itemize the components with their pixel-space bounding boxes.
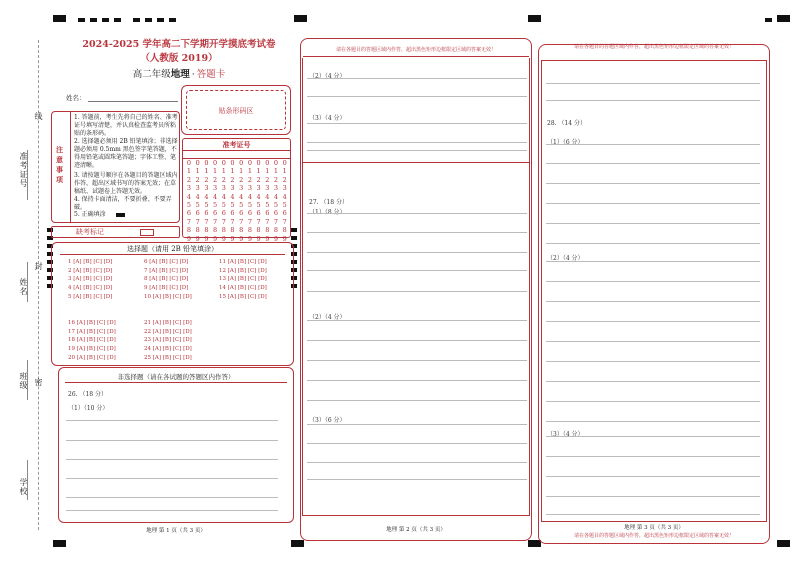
answer-line[interactable] bbox=[546, 514, 760, 515]
exam-number-digit[interactable]: 9 bbox=[204, 234, 209, 243]
nonchoice-title-line bbox=[65, 382, 287, 383]
answer-line[interactable] bbox=[546, 361, 760, 362]
choice-question-row[interactable]: 6 [A] [B] [C] [D] bbox=[144, 259, 189, 265]
exam-number-digit[interactable]: 3 bbox=[273, 184, 279, 193]
exam-number-digit[interactable]: 3 bbox=[221, 184, 226, 193]
answer-line[interactable] bbox=[546, 281, 760, 282]
choice-question-row[interactable]: 22 [A] [B] [C] [D] bbox=[144, 328, 192, 335]
exam-number-digit[interactable]: 5 bbox=[186, 201, 192, 210]
answer-line[interactable] bbox=[546, 163, 760, 164]
position-mark bbox=[53, 540, 66, 547]
exam-number-digit[interactable]: 0 bbox=[195, 159, 200, 167]
answer-line[interactable] bbox=[66, 459, 278, 460]
answer-line[interactable] bbox=[546, 456, 760, 457]
absent-marker-box bbox=[51, 226, 180, 238]
answer-line[interactable] bbox=[307, 252, 527, 253]
exam-number-digit[interactable]: 3 bbox=[247, 184, 252, 193]
choice-question-row[interactable]: 19 [A] [B] [C] [D] bbox=[68, 346, 116, 353]
exam-number-digit[interactable]: 1 bbox=[239, 167, 244, 176]
correct-fill-sample bbox=[116, 213, 125, 217]
exam-number-digit[interactable]: 9 bbox=[247, 234, 252, 243]
exam-number-digit[interactable]: 2 bbox=[247, 175, 252, 184]
binding-label-line: 线 bbox=[34, 112, 43, 121]
exam-number-digit[interactable]: 4 bbox=[221, 192, 226, 201]
exam-number-digit[interactable]: 6 bbox=[230, 209, 235, 218]
exam-number-digit[interactable]: 7 bbox=[221, 217, 226, 226]
question-28-1-label: （1）（6 分） bbox=[547, 139, 584, 146]
question-28-3-label: （3）（4 分） bbox=[547, 431, 584, 438]
exam-number-digit[interactable]: 3 bbox=[186, 184, 192, 193]
answer-line[interactable] bbox=[546, 223, 760, 224]
question-28-label: 28. （14 分） bbox=[547, 120, 586, 127]
question-28-2-label: （2）（4 分） bbox=[547, 255, 584, 262]
exam-number-digit[interactable]: 0 bbox=[239, 159, 244, 167]
answer-line[interactable] bbox=[307, 380, 527, 381]
exam-number-digit[interactable]: 9 bbox=[195, 234, 200, 243]
answer-line[interactable] bbox=[307, 123, 527, 124]
exam-number-digit[interactable]: 2 bbox=[273, 175, 279, 184]
position-mark bbox=[102, 18, 109, 22]
exam-number-digit[interactable]: 9 bbox=[239, 234, 244, 243]
exam-number-digit[interactable]: 6 bbox=[221, 209, 226, 218]
margin-exam-no-label: 准考证号 bbox=[19, 152, 28, 188]
card-title bbox=[62, 66, 296, 80]
exam-number-digit[interactable]: 2 bbox=[221, 175, 226, 184]
question-26-label: 26. （18 分） bbox=[68, 391, 107, 398]
exam-title: 2024-2025 学年高二下学期开学摸底考试卷 bbox=[82, 39, 276, 50]
question-27-1-label: （1）（8 分） bbox=[309, 209, 346, 216]
page-3-footer: 地理 第 3 页（共 3 页） bbox=[624, 525, 684, 531]
exam-number-digit[interactable]: 5 bbox=[213, 201, 218, 210]
exam-number-column[interactable] bbox=[272, 159, 280, 243]
margin-name-underline bbox=[27, 262, 28, 302]
page-2-notice-line bbox=[303, 56, 529, 57]
exam-number-digit[interactable]: 8 bbox=[213, 226, 218, 235]
choice-question-row[interactable]: 17 [A] [B] [C] [D] bbox=[68, 328, 116, 335]
exam-number-digit[interactable]: 1 bbox=[265, 167, 270, 176]
answer-line[interactable] bbox=[546, 83, 760, 84]
exam-number-digit[interactable]: 7 bbox=[195, 217, 200, 226]
exam-number-digit[interactable]: 9 bbox=[282, 234, 287, 243]
exam-number-digit[interactable]: 8 bbox=[256, 226, 261, 235]
exam-number-digit[interactable]: 6 bbox=[273, 209, 279, 218]
exam-number-digit[interactable]: 5 bbox=[256, 201, 261, 210]
side-mark bbox=[291, 228, 297, 232]
exam-number-digit[interactable]: 6 bbox=[186, 209, 192, 218]
exam-number-digit[interactable]: 6 bbox=[239, 209, 244, 218]
answer-line[interactable] bbox=[307, 213, 527, 214]
choice-question-row[interactable]: 3 [A] [B] [C] [D] bbox=[68, 276, 113, 283]
exam-number-digit[interactable]: 3 bbox=[239, 184, 244, 193]
exam-number-digit[interactable]: 7 bbox=[230, 217, 235, 226]
choice-question-row[interactable]: 24 [A] [B] [C] [D] bbox=[144, 346, 192, 353]
exam-number-digit[interactable]: 1 bbox=[221, 167, 226, 176]
answer-line[interactable] bbox=[307, 320, 527, 321]
exam-number-digit[interactable]: 4 bbox=[247, 192, 252, 201]
side-mark bbox=[291, 236, 297, 240]
question-26-3-label: （3）（4 分） bbox=[309, 115, 346, 122]
exam-number-digit[interactable]: 9 bbox=[221, 234, 226, 243]
exam-number-digit[interactable]: 1 bbox=[273, 167, 279, 176]
choice-question-row[interactable]: 15 [A] [B] [C] [D] bbox=[219, 293, 267, 300]
exam-number-column[interactable] bbox=[246, 159, 254, 243]
exam-number-digit[interactable]: 1 bbox=[213, 167, 218, 176]
absent-marker-label: 缺考标记 bbox=[76, 228, 104, 236]
card-title-dot: · bbox=[191, 69, 195, 80]
exam-number-digit[interactable]: 3 bbox=[230, 184, 235, 193]
choice-question-row[interactable]: 10 [A] [B] [C] [D] bbox=[144, 293, 192, 300]
position-mark bbox=[90, 18, 97, 22]
exam-number-digit[interactable]: 7 bbox=[282, 217, 287, 226]
margin-school-label: 学校 bbox=[19, 478, 28, 496]
exam-number-digit[interactable]: 9 bbox=[265, 234, 270, 243]
answer-line[interactable] bbox=[66, 420, 278, 421]
exam-number-write-row[interactable] bbox=[182, 150, 291, 159]
exam-number-digit[interactable]: 5 bbox=[273, 201, 279, 210]
answer-line[interactable] bbox=[546, 436, 760, 437]
page-2-footer: 地理 第 2 页（共 3 页） bbox=[386, 527, 446, 533]
exam-number-column[interactable] bbox=[237, 159, 245, 243]
answer-line[interactable] bbox=[307, 291, 527, 292]
exam-number-digit[interactable]: 5 bbox=[204, 201, 209, 210]
exam-number-digit[interactable]: 9 bbox=[256, 234, 261, 243]
answer-line[interactable] bbox=[546, 401, 760, 402]
position-mark bbox=[157, 18, 164, 22]
choice-question-row[interactable]: 12 [A] [B] [C] [D] bbox=[219, 267, 267, 274]
question-26-2-label: （2）（4 分） bbox=[309, 73, 346, 80]
position-mark bbox=[145, 18, 152, 22]
exam-number-digit[interactable]: 6 bbox=[213, 209, 218, 218]
exam-number-digit[interactable]: 2 bbox=[213, 175, 218, 184]
exam-number-digit[interactable]: 6 bbox=[265, 209, 270, 218]
exam-number-digit[interactable]: 4 bbox=[265, 192, 270, 201]
choice-question-row[interactable]: 16 [A] [B] [C] [D] bbox=[68, 320, 116, 326]
exam-edition: （人教版 2019） bbox=[140, 53, 218, 64]
choice-question-row[interactable]: 25 [A] [B] [C] [D] bbox=[144, 354, 192, 361]
exam-number-digit[interactable]: 1 bbox=[282, 167, 287, 176]
exam-number-column[interactable] bbox=[202, 159, 210, 243]
exam-number-column[interactable] bbox=[185, 159, 193, 243]
answer-line[interactable] bbox=[307, 462, 527, 463]
answer-line[interactable] bbox=[307, 78, 527, 79]
exam-number-digit[interactable]: 4 bbox=[195, 192, 200, 201]
exam-number-digit[interactable]: 6 bbox=[247, 209, 252, 218]
exam-number-digit[interactable]: 4 bbox=[204, 192, 209, 201]
choice-question-row[interactable]: 1 [A] [B] [C] [D] bbox=[68, 259, 113, 265]
margin-class-underline bbox=[27, 360, 28, 400]
exam-number-digit[interactable]: 4 bbox=[186, 192, 192, 201]
notes-divider bbox=[70, 111, 71, 223]
exam-number-digit[interactable]: 5 bbox=[247, 201, 252, 210]
position-mark bbox=[777, 540, 790, 547]
notes-item-2: 2. 选择题必须用 2B 铅笔填涂；非选择题必须用 0.5mm 黑色签字笔答题，不得用铅笔或圆珠笔答题；字体工整、笔迹清晰。 bbox=[74, 138, 178, 169]
answer-line[interactable] bbox=[546, 203, 760, 204]
page-3-notice-bottom: 请在各题目的答题区域内作答，超出黑色矩形边框限定区域的答案无效！ bbox=[573, 533, 734, 539]
answer-line[interactable] bbox=[307, 150, 527, 151]
exam-number-digit[interactable]: 7 bbox=[204, 217, 209, 226]
page-3-notice-top: 请在各题目的答题区域内作答，超出黑色矩形边框限定区域的答案无效！ bbox=[573, 44, 734, 50]
choice-question-row[interactable]: 21 [A] [B] [C] [D] bbox=[144, 320, 192, 326]
answer-line[interactable] bbox=[307, 142, 527, 143]
exam-number-digit[interactable]: 1 bbox=[186, 167, 192, 176]
answer-line[interactable] bbox=[307, 96, 527, 97]
position-mark bbox=[528, 15, 541, 22]
margin-name-label: 姓名 bbox=[19, 278, 28, 296]
answer-line[interactable] bbox=[546, 261, 760, 262]
answer-line[interactable] bbox=[307, 340, 527, 341]
exam-number-digit[interactable]: 8 bbox=[204, 226, 209, 235]
position-mark bbox=[765, 18, 772, 22]
choice-question-row[interactable]: 14 [A] [B] [C] [D] bbox=[219, 285, 267, 292]
exam-number-digit[interactable]: 8 bbox=[247, 226, 252, 235]
page-3-inner-box bbox=[541, 60, 767, 522]
answer-line[interactable] bbox=[307, 360, 527, 361]
exam-number-digit[interactable]: 9 bbox=[230, 234, 235, 243]
exam-number-digit[interactable]: 4 bbox=[213, 192, 218, 201]
exam-number-title: 准考证号 bbox=[222, 140, 251, 149]
exam-number-digit[interactable]: 2 bbox=[282, 175, 287, 184]
exam-number-digit[interactable]: 2 bbox=[265, 175, 270, 184]
exam-number-column[interactable] bbox=[229, 159, 237, 243]
answer-line[interactable] bbox=[307, 479, 527, 480]
exam-number-digit[interactable]: 3 bbox=[265, 184, 270, 193]
answer-line[interactable] bbox=[546, 381, 760, 382]
exam-number-digit[interactable]: 4 bbox=[273, 192, 279, 201]
answer-line[interactable] bbox=[546, 243, 760, 244]
exam-number-digit[interactable]: 6 bbox=[195, 209, 200, 218]
exam-number-column[interactable] bbox=[194, 159, 202, 243]
choice-question-row[interactable]: 18 [A] [B] [C] [D] bbox=[68, 337, 116, 344]
exam-number-digit[interactable]: 3 bbox=[282, 184, 287, 193]
exam-number-digit[interactable]: 5 bbox=[239, 201, 244, 210]
page-1-footer: 地理 第 1 页（共 3 页） bbox=[146, 528, 206, 534]
position-mark bbox=[53, 15, 66, 22]
position-mark bbox=[114, 18, 121, 22]
exam-number-digit[interactable]: 3 bbox=[213, 184, 218, 193]
question-27-label: 27. （18 分） bbox=[309, 199, 348, 206]
position-mark bbox=[78, 18, 85, 22]
exam-number-column[interactable] bbox=[263, 159, 271, 243]
exam-number-digit[interactable]: 8 bbox=[273, 226, 279, 235]
answer-line[interactable] bbox=[66, 478, 278, 479]
name-label: 姓名： bbox=[66, 94, 86, 102]
answer-line[interactable] bbox=[307, 270, 527, 271]
choice-question-row[interactable]: 2 [A] [B] [C] [D] bbox=[68, 267, 113, 274]
nonchoice-title: 非选择题（请在各试题的答题区内作答） bbox=[117, 373, 235, 381]
exam-number-digit[interactable]: 0 bbox=[247, 159, 252, 167]
exam-number-digit[interactable]: 0 bbox=[256, 159, 261, 167]
binding-label-secret: 密 bbox=[34, 378, 43, 387]
exam-number-digit[interactable]: 6 bbox=[282, 209, 287, 218]
exam-number-digit[interactable]: 3 bbox=[256, 184, 261, 193]
exam-number-column[interactable] bbox=[220, 159, 228, 243]
exam-number-column[interactable] bbox=[281, 159, 289, 243]
exam-number-digit[interactable]: 1 bbox=[256, 167, 261, 176]
choice-question-row[interactable]: 5 [A] [B] [C] [D] bbox=[68, 293, 113, 300]
card-title-suffix: 答题卡 bbox=[196, 69, 226, 80]
exam-number-column[interactable] bbox=[255, 159, 263, 243]
answer-line[interactable] bbox=[546, 301, 760, 302]
choice-question-row[interactable]: 4 [A] [B] [C] [D] bbox=[68, 285, 113, 292]
exam-number-digit[interactable]: 8 bbox=[282, 226, 287, 235]
choice-question-row[interactable]: 8 [A] [B] [C] [D] bbox=[144, 276, 189, 283]
page-2-notice: 请在各题目的答题区域内作答，超出黑色矩形边框限定区域的答案无效！ bbox=[335, 47, 496, 53]
exam-number-digit[interactable]: 7 bbox=[247, 217, 252, 226]
exam-number-digit[interactable]: 7 bbox=[186, 217, 192, 226]
exam-number-digit[interactable]: 1 bbox=[204, 167, 209, 176]
exam-number-digit[interactable]: 5 bbox=[195, 201, 200, 210]
position-mark bbox=[169, 18, 176, 22]
card-title-grade: 高二年级 bbox=[132, 69, 171, 80]
margin-school-underline bbox=[27, 460, 28, 500]
choice-question-row[interactable]: 11 [A] [B] [C] [D] bbox=[219, 259, 267, 265]
exam-number-digit[interactable]: 9 bbox=[213, 234, 218, 243]
exam-number-digit[interactable]: 0 bbox=[221, 159, 226, 167]
exam-number-digit[interactable]: 0 bbox=[186, 159, 192, 167]
exam-number-digit[interactable]: 0 bbox=[213, 159, 218, 167]
choice-question-row[interactable]: 20 [A] [B] [C] [D] bbox=[68, 354, 116, 361]
notes-item-4: 4. 保持卡面清洁，不要折叠、不要弄破。 bbox=[74, 196, 172, 211]
exam-number-digit[interactable]: 7 bbox=[239, 217, 244, 226]
notes-item-5: 5. 正确填涂 bbox=[74, 211, 106, 218]
exam-number-digit[interactable]: 3 bbox=[195, 184, 200, 193]
exam-number-digit[interactable]: 0 bbox=[282, 159, 287, 167]
exam-number-digit[interactable]: 7 bbox=[265, 217, 270, 226]
answer-line[interactable] bbox=[546, 100, 760, 101]
answer-line[interactable] bbox=[546, 476, 760, 477]
question-27-divider bbox=[302, 162, 530, 163]
exam-number-digit[interactable]: 4 bbox=[239, 192, 244, 201]
exam-number-digit[interactable]: 1 bbox=[195, 167, 200, 176]
answer-line[interactable] bbox=[546, 341, 760, 342]
exam-number-digit[interactable]: 1 bbox=[230, 167, 235, 176]
exam-number-digit[interactable]: 9 bbox=[186, 234, 192, 243]
exam-number-digit[interactable]: 4 bbox=[282, 192, 287, 201]
notes-title: 注意事项 bbox=[56, 145, 63, 184]
barcode-area bbox=[181, 85, 291, 135]
question-26-1-label: （1）（10 分） bbox=[68, 405, 109, 412]
answer-line[interactable] bbox=[66, 497, 278, 498]
exam-number-digit[interactable]: 7 bbox=[256, 217, 261, 226]
answer-line[interactable] bbox=[546, 321, 760, 322]
position-mark bbox=[133, 18, 140, 22]
exam-number-digit[interactable]: 4 bbox=[256, 192, 261, 201]
margin-exam-no-underline bbox=[27, 150, 28, 200]
exam-number-digit[interactable]: 0 bbox=[230, 159, 235, 167]
exam-number-digit[interactable]: 8 bbox=[186, 226, 192, 235]
exam-number-digit[interactable]: 5 bbox=[221, 201, 226, 210]
exam-number-digit[interactable]: 8 bbox=[239, 226, 244, 235]
answer-line[interactable] bbox=[307, 232, 527, 233]
choice-question-row[interactable]: 23 [A] [B] [C] [D] bbox=[144, 337, 192, 344]
exam-number-digit[interactable]: 0 bbox=[204, 159, 209, 167]
margin-class-label: 班级 bbox=[19, 372, 28, 390]
answer-line[interactable] bbox=[307, 400, 527, 401]
choice-question-row[interactable]: 9 [A] [B] [C] [D] bbox=[144, 285, 189, 292]
exam-number-digit[interactable]: 1 bbox=[247, 167, 252, 176]
choice-title: 选择题（请用 2B 铅笔填涂） bbox=[126, 245, 219, 253]
choice-question-row[interactable]: 7 [A] [B] [C] [D] bbox=[144, 267, 189, 274]
notes-item-1: 1. 答题前，考生先将自己的姓名、准考证号填写清楚，并认真检查监考员所粘贴的条形码。 bbox=[74, 114, 178, 137]
exam-number-digit[interactable]: 5 bbox=[230, 201, 235, 210]
choice-question-row[interactable]: 13 [A] [B] [C] [D] bbox=[219, 276, 267, 283]
card-title-subject: 地理 bbox=[170, 69, 190, 80]
position-mark bbox=[291, 540, 304, 547]
exam-number-digit[interactable]: 3 bbox=[204, 184, 209, 193]
answer-line[interactable] bbox=[546, 496, 760, 497]
binding-label-seal: 封 bbox=[34, 262, 43, 271]
notes-item-3: 3. 请按题号顺序在各题目的答题区域内作答，超出区域书写的答案无效；在草稿纸、试题卷上答题无效。 bbox=[74, 172, 178, 195]
answer-line[interactable] bbox=[66, 510, 278, 511]
exam-number-digit[interactable]: 2 bbox=[239, 175, 244, 184]
answer-line[interactable] bbox=[546, 421, 760, 422]
barcode-label: 贴条形码区 bbox=[218, 107, 254, 115]
exam-number-digit[interactable]: 2 bbox=[256, 175, 261, 184]
exam-number-digit[interactable]: 0 bbox=[265, 159, 270, 167]
name-input-line[interactable] bbox=[88, 101, 178, 102]
position-mark bbox=[777, 15, 790, 22]
exam-number-digit[interactable]: 8 bbox=[221, 226, 226, 235]
answer-line[interactable] bbox=[66, 440, 278, 441]
exam-number-digit[interactable]: 2 bbox=[230, 175, 235, 184]
position-mark bbox=[294, 15, 307, 22]
exam-number-digit[interactable]: 7 bbox=[273, 217, 279, 226]
exam-number-digit[interactable]: 8 bbox=[265, 226, 270, 235]
exam-number-digit[interactable]: 2 bbox=[204, 175, 209, 184]
exam-number-digit[interactable]: 5 bbox=[265, 201, 270, 210]
exam-number-digit[interactable]: 6 bbox=[256, 209, 261, 218]
question-27-3-label: （3）（6 分） bbox=[309, 417, 346, 424]
absent-marker-checkbox[interactable] bbox=[140, 229, 154, 236]
exam-number-digit[interactable]: 2 bbox=[186, 175, 192, 184]
answer-line[interactable] bbox=[307, 424, 527, 425]
answer-line[interactable] bbox=[546, 183, 760, 184]
exam-number-digit[interactable]: 7 bbox=[213, 217, 218, 226]
exam-number-digit[interactable]: 8 bbox=[195, 226, 200, 235]
page-2-inner-box bbox=[302, 58, 530, 516]
exam-number-digit[interactable]: 6 bbox=[204, 209, 209, 218]
exam-number-column[interactable] bbox=[211, 159, 219, 243]
answer-line[interactable] bbox=[546, 144, 760, 145]
exam-number-digit[interactable]: 8 bbox=[230, 226, 235, 235]
answer-line[interactable] bbox=[307, 443, 527, 444]
question-27-2-label: （2）（4 分） bbox=[309, 314, 346, 321]
exam-number-digit[interactable]: 2 bbox=[195, 175, 200, 184]
exam-number-digit[interactable]: 9 bbox=[273, 234, 279, 243]
exam-number-digit[interactable]: 0 bbox=[273, 159, 279, 167]
choice-title-line bbox=[60, 254, 285, 255]
exam-number-digit[interactable]: 4 bbox=[230, 192, 235, 201]
exam-number-digit[interactable]: 5 bbox=[282, 201, 287, 210]
